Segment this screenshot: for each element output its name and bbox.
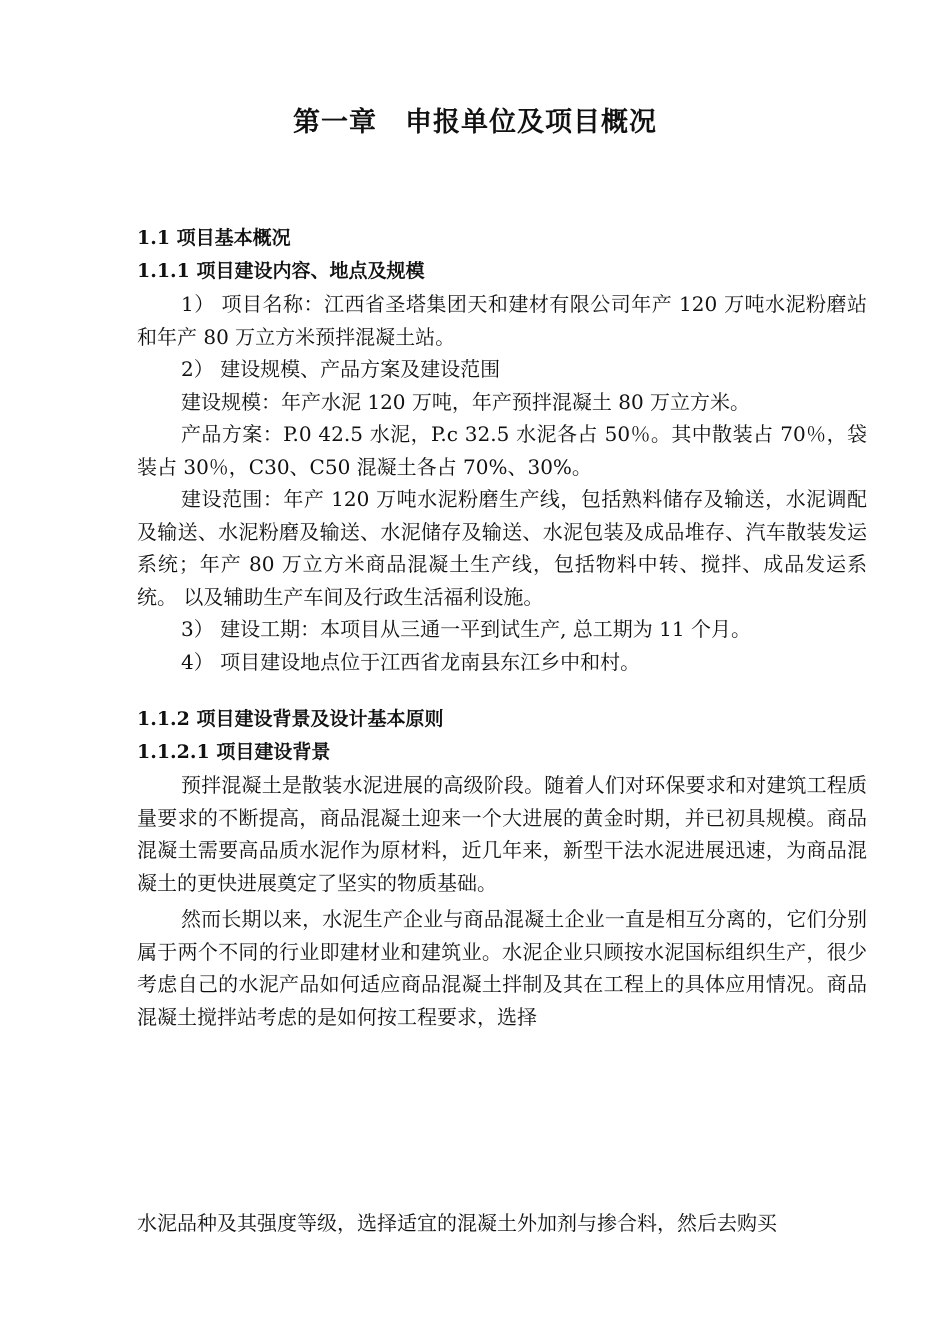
page-body	[137, 222, 867, 1033]
chapter-title: 第一章 申报单位及项目概况	[293, 107, 657, 138]
paragraph-construction-period: 3） 建设工期：本项目从三通一平到试生产, 总工期为 11 个月。	[181, 617, 751, 641]
section-heading-1-1-1: 1.1.1 项目建设内容、地点及规模	[137, 260, 425, 282]
paragraph-product-plan: 产品方案：P.0 42.5 水泥，P.c 32.5 水泥各占 50％。其中散装占 70％，袋装占 30％，C30、C50 混凝土各占 70%、30%。	[137, 422, 867, 479]
paragraph-construction-scale: 建设规模：年产水泥 120 万吨，年产预拌混凝土 80 万立方米。	[181, 389, 751, 414]
paragraph-location: 4） 项目建设地点位于江西省龙南县东江乡中和村。	[181, 649, 641, 674]
paragraph-scale-heading: 2） 建设规模、产品方案及建设范围	[181, 357, 501, 381]
section-heading-1-1-2: 1.1.2 项目建设背景及设计基本原则	[137, 708, 444, 730]
paragraph-construction-scope: 建设范围：年产 120 万吨水泥粉磨生产线，包括熟料储存及输送，水泥调配及输送、水泥粉磨及输送、水泥储存及输送、水泥包装及成品堆存、汽车散装发运系统；年产 80 万立方米商品混凝土生产线，包括物料中转、搅拌、成品发运系统。 以及辅助生产车间及行政生活福利设施。	[137, 487, 867, 609]
paragraph-background-2: 然而长期以来，水泥生产企业与商品混凝土企业一直是相互分离的，它们分别属于两个不同的行业即建材业和建筑业。水泥企业只顾按水泥国标组织生产，很少考虑自己的水泥产品如何适应商品混凝土拌制及其在工程上的具体应用情况。商品混凝土搅拌站考虑的是如何按工程要求，选择	[137, 907, 867, 1029]
section-heading-1-1: 1.1 项目基本概况	[137, 227, 291, 249]
paragraph-project-name: 1） 项目名称：江西省圣塔集团天和建材有限公司年产 120 万吨水泥粉磨站和年产 80 万立方米预拌混凝土站。	[137, 292, 867, 349]
paragraph-background-1: 预拌混凝土是散装水泥进展的高级阶段。随着人们对环保要求和对建筑工程质量要求的不断提高，商品混凝土迎来一个大进展的黄金时期，并已初具规模。商品混凝土需要高品质水泥作为原材料，近几年来，新型干法水泥进展迅速，为商品混凝土的更快进展奠定了坚实的物质基础。	[137, 773, 867, 895]
paragraph-continuation: 水泥品种及其强度等级，选择适宜的混凝土外加剂与掺合料，然后去购买	[137, 1211, 777, 1235]
section-heading-1-1-2-1: 1.1.2.1 项目建设背景	[137, 741, 331, 763]
